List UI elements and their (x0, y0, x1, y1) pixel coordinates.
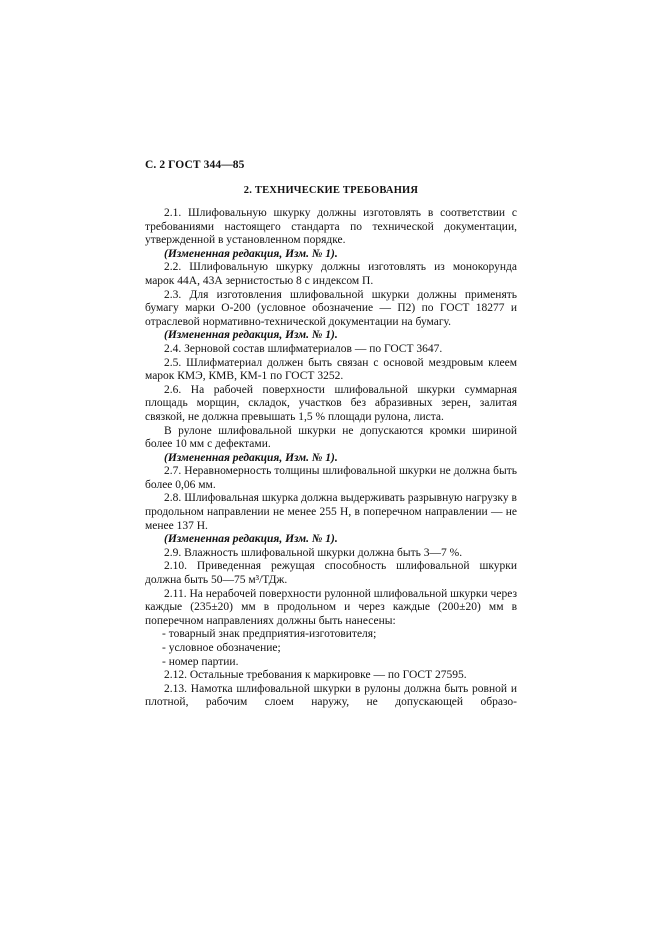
list-item-batch-number: - номер партии. (162, 655, 239, 668)
amendment-note: (Измененная редакция, Изм. № 1). (164, 533, 338, 546)
paragraph-2-2: 2.2. Шлифовальную шкурку должны изготовлять из монокорунда марок 44А, 43А зернистостью 8 с индексом П. (145, 261, 517, 287)
paragraph-2-6: 2.6. На рабочей поверхности шлифовальной шкурки суммарная площадь морщин, складок, участков без абразивных зерен, залитая связкой, не должна превышать 1,5 % площади рулона, листа. (145, 383, 517, 423)
paragraph-2-10: 2.10. Приведенная режущая способность шлифовальной шкурки должна быть 50—75 м³/ТДж. (145, 560, 517, 587)
paragraph-2-9: 2.9. Влажность шлифовальной шкурки должна быть 3—7 %. (164, 546, 463, 559)
paragraph-2-6-roll-edges: В рулоне шлифовальной шкурки не допускаются кромки шириной более 10 мм с дефектами. (145, 424, 517, 451)
paragraph-2-13: 2.13. Намотка шлифовальной шкурки в рулоны должна быть ровной и плотной, рабочим слоем наружу, не допускающей образо- (145, 682, 517, 709)
paragraph-2-4: 2.4. Зерновой состав шлифматериалов — по ГОСТ 3647. (164, 342, 443, 355)
list-item-trademark: - товарный знак предприятия-изготовителя; (162, 628, 377, 641)
amendment-note: (Измененная редакция, Изм. № 1). (164, 451, 338, 464)
amendment-note: (Измененная редакция, Изм. № 1). (164, 247, 338, 260)
paragraph-2-11: 2.11. На нерабочей поверхности рулонной шлифовальной шкурки через каждые (235±20) мм в продольном и через каждые (200±20) мм в поперечном направлениях должны быть нанесены: (145, 587, 517, 627)
document-body (145, 184, 517, 710)
paragraph-2-5: 2.5. Шлифматериал должен быть связан с основой мездровым клеем марок КМЭ, КМВ, КМ-1 по ГОСТ 3252. (145, 356, 517, 383)
paragraph-2-8: 2.8. Шлифовальная шкурка должна выдерживать разрывную нагрузку в продольном направлении не менее 255 Н, в поперечном направлении — не менее 137 Н. (145, 492, 517, 532)
amendment-note: (Измененная редакция, Изм. № 1). (164, 329, 338, 342)
list-item-designation: - условное обозначение; (162, 642, 281, 654)
paragraph-2-7: 2.7. Неравномерность толщины шлифовальной шкурки не должна быть более 0,06 мм. (145, 465, 517, 491)
page-header: С. 2 ГОСТ 344—85 (145, 159, 245, 171)
paragraph-2-12: 2.12. Остальные требования к маркировке — по ГОСТ 27595. (164, 669, 467, 682)
paragraph-2-1: 2.1. Шлифовальную шкурку должны изготовлять в соответствии с требованиями настоящего стандарта по технической документации, утвержденной в установленном порядке. (145, 207, 517, 247)
section-title: 2. ТЕХНИЧЕСКИЕ ТРЕБОВАНИЯ (243, 185, 419, 196)
paragraph-2-3: 2.3. Для изготовления шлифовальной шкурки должны применять бумагу марки О-200 (условное обозначение — П2) по ГОСТ 18277 и отраслевой нормативно-технической документации на бумагу. (145, 288, 517, 328)
